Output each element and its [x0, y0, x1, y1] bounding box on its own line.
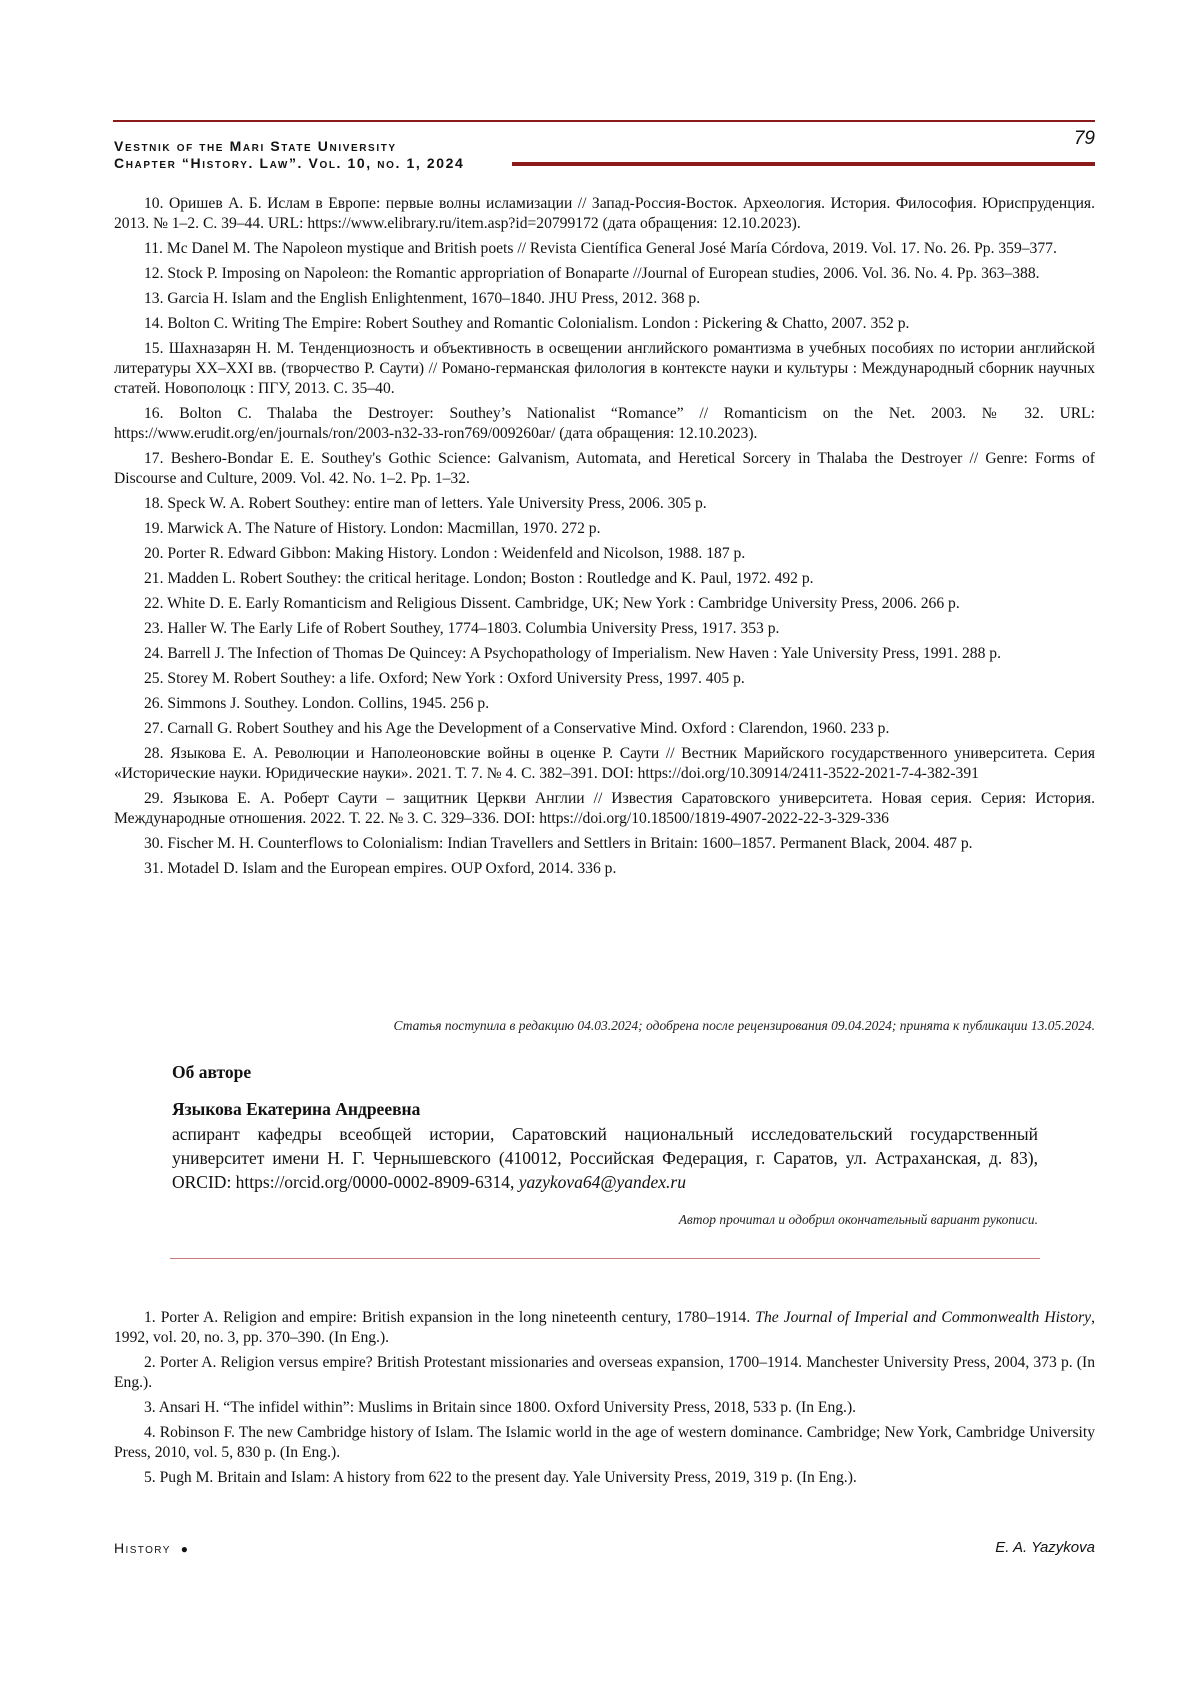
reference-text: Bolton C. Thalaba the Destroyer: Southey’s Nationalist “Romance” // Romanticism on the Net. 2003. № 32. URL: https://www.erudit.org/en/journals/ron/2003-n32-33-ron769/009260ar/ (дата обращения: 12.10.2023).: [114, 405, 1095, 442]
reference-number: 13.: [144, 290, 164, 307]
reference-item: [114, 619, 1095, 639]
reference-text: Porter A. Religion versus empire? British Protestant missionaries and overseas expansion, 1700–1914. Manchester University Press, 2004, 373 p. (In Eng.).: [114, 1354, 1095, 1391]
reference-text: Ansari H. “The infidel within”: Muslims in Britain since 1800. Oxford University Press, 2018, 533 p. (In Eng.).: [158, 1399, 857, 1416]
reference-item: [114, 339, 1095, 399]
reference-number: 14.: [144, 315, 164, 332]
reference-text: Pugh M. Britain and Islam: A history from 622 to the present day. Yale University Press, 2019, 319 p. (In Eng.).: [159, 1469, 857, 1486]
submission-note: Статья поступила в редакцию 04.03.2024; одобрена после рецензирования 09.04.2024; принята к публикации 13.05.2024.: [393, 1018, 1095, 1033]
reference-number: 31.: [144, 860, 164, 877]
reference-journal-title: The Journal of Imperial and Commonwealth History: [755, 1309, 1092, 1326]
reference-number: 26.: [144, 695, 164, 712]
reference-text: Шахназарян Н. М. Тенденциозность и объективность в освещении английского романтизма в учебных пособиях по истории английской литературы XX–XXI вв. (творчество Р. Саути) // Романо-германская филология в контексте науки и культуры : Международный сборник научных статей. Новополоцк : ПГУ, 2013. С. 35–40.: [114, 340, 1095, 397]
reference-text: Garcia H. Islam and the English Enlightenment, 1670–1840. JHU Press, 2012. 368 p.: [167, 290, 701, 307]
reference-text: Bolton C. Writing The Empire: Robert Southey and Romantic Colonialism. London : Pickering & Chatto, 2007. 352 p.: [167, 315, 910, 332]
section-separator: [170, 1258, 1040, 1259]
reference-number: 18.: [144, 495, 164, 512]
reference-item: [114, 1308, 1095, 1348]
reference-item: [114, 494, 1095, 514]
reference-number: 20.: [144, 545, 164, 562]
reference-item: [114, 694, 1095, 714]
reference-text: Speck W. A. Robert Southey: entire man of letters. Yale University Press, 2006. 305 p.: [167, 495, 707, 512]
reference-number: 17.: [144, 450, 164, 467]
reference-number: 28.: [144, 745, 164, 762]
reference-item: [114, 449, 1095, 489]
reference-text: Carnall G. Robert Southey and his Age the Development of a Conservative Mind. Oxford : Clarendon, 1960. 233 p.: [167, 720, 890, 737]
journal-volume: Chapter “History. Law”. Vol. 10, no. 1, 2024: [114, 155, 465, 171]
reference-item: [114, 289, 1095, 309]
about-author: [172, 1062, 1038, 1228]
reference-item: [114, 789, 1095, 829]
reference-number: 27.: [144, 720, 164, 737]
journal-title: Vestnik of the Mari State University: [114, 138, 397, 154]
reference-item: [114, 1398, 1095, 1418]
reference-number: 30.: [144, 835, 164, 852]
reference-text: White D. E. Early Romanticism and Religious Dissent. Cambridge, UK; New York : Cambridge University Press, 2006. 266 p.: [167, 595, 960, 612]
reference-text: Madden L. Robert Southey: the critical heritage. London; Boston : Routledge and K. Paul, 1972. 492 p.: [167, 570, 814, 587]
reference-text: Robinson F. The new Cambridge history of Islam. The Islamic world in the age of western dominance. Cambridge; New York, Cambridge University Press, 2010, vol. 5, 830 p. (In Eng.).: [114, 1424, 1095, 1461]
header-accent-rule: [512, 162, 1095, 166]
reference-item: [114, 719, 1095, 739]
reference-number: 10.: [144, 195, 164, 212]
reference-number: 29.: [144, 790, 164, 807]
reference-text: Storey M. Robert Southey: a life. Oxford; New York : Oxford University Press, 1997. 405 p.: [167, 670, 745, 687]
reference-number: 12.: [144, 265, 164, 282]
author-approval-note: Автор прочитал и одобрил окончательный вариант рукописи.: [678, 1212, 1038, 1227]
reference-number: 15.: [144, 340, 164, 357]
reference-text: Haller W. The Early Life of Robert Southey, 1774–1803. Columbia University Press, 1917. 353 p.: [167, 620, 780, 637]
reference-item: [114, 404, 1095, 444]
reference-item: [114, 194, 1095, 234]
reference-text: Языкова Е. А. Революции и Наполеоновские войны в оценке Р. Саути // Вестник Марийского государственного университета. Серия «Исторические науки. Юридические науки». 2021. Т. 7. № 4. С. 382–391. DOI: https://doi.org/10.30914/2411-3522-2021-7-4-382-391: [114, 745, 1095, 782]
author-name: Языкова Екатерина Андреевна: [172, 1099, 421, 1119]
reference-item: [114, 314, 1095, 334]
reference-text: Barrell J. The Infection of Thomas De Quincey: A Psychopathology of Imperialism. New Haven : Yale University Press, 1991. 288 p.: [167, 645, 1001, 662]
reference-list-en: [114, 1308, 1095, 1493]
reference-item: [114, 519, 1095, 539]
reference-item: [114, 859, 1095, 879]
reference-number: 21.: [144, 570, 164, 587]
reference-text: Porter A. Religion and empire: British expansion in the long nineteenth century, 1780–1914.: [160, 1309, 751, 1326]
reference-item: [114, 239, 1095, 259]
reference-text: Fischer M. H. Counterflows to Colonialism: Indian Travellers and Settlers in Britain: 1600–1857. Permanent Black, 2004. 487 p.: [167, 835, 973, 852]
reference-number: 2.: [144, 1354, 156, 1371]
reference-text: Beshero-Bondar E. E. Southey's Gothic Science: Galvanism, Automata, and Heretical Sorcery in Thalaba the Destroyer // Genre: Forms of Discourse and Culture, 2009. Vol. 42. No. 1–2. Pp. 1–32.: [114, 450, 1095, 487]
author-affiliation: аспирант кафедры всеобщей истории, Саратовский национальный исследовательский государственный университет имени Н. Г. Чернышевского (410012, Российская Федерация, г. Саратов, ул. Астраханская, д. 83), ORCID: https://orcid.org/0000-0002-8909-6314,: [172, 1124, 1038, 1192]
reference-number: 11.: [144, 240, 163, 257]
reference-text: Оришев А. Б. Ислам в Европе: первые волны исламизации // Запад-Россия-Восток. Археология. История. Философия. Юриспруденция. 2013. № 1–2. С. 39–44. URL: https://www.elibrary.ru/item.asp?id=20799172 (дата обращения: 12.10.2023).: [114, 195, 1095, 232]
reference-item: [114, 264, 1095, 284]
reference-number: 1.: [144, 1309, 156, 1326]
author-description: [172, 1122, 1038, 1194]
reference-item: [114, 569, 1095, 589]
reference-text: Stock P. Imposing on Napoleon: the Romantic appropriation of Bonaparte //Journal of European studies, 2006. Vol. 36. No. 4. Pp. 363–388.: [167, 265, 1040, 282]
reference-item: [114, 544, 1095, 564]
reference-text-tail: , 1992, vol. 20, no. 3, pp. 370–390. (In Eng.).: [114, 1309, 1096, 1346]
reference-text: Mc Danel M. The Napoleon mystique and British poets // Revista Científica General José María Córdova, 2019. Vol. 17. No. 26. Pp. 359–377.: [166, 240, 1057, 257]
reference-item: [114, 669, 1095, 689]
reference-number: 3.: [144, 1399, 156, 1416]
footer-section-label: History: [114, 1540, 171, 1556]
reference-text: Marwick A. The Nature of History. London: Macmillan, 1970. 272 p.: [167, 520, 601, 537]
author-email[interactable]: yazykova64@yandex.ru: [518, 1172, 686, 1192]
reference-item: [114, 644, 1095, 664]
reference-number: 24.: [144, 645, 164, 662]
footer-section: [114, 1540, 189, 1556]
about-author-title: Об авторе: [172, 1062, 252, 1082]
reference-number: 23.: [144, 620, 164, 637]
page-number: 79: [1073, 128, 1095, 149]
reference-text: Языкова Е. А. Роберт Саути – защитник Церкви Англии // Известия Саратовского университета. Новая серия. Серия: История. Международные отношения. 2022. Т. 22. № 3. С. 329–336. DOI: https://doi.org/10.18500/1819-4907-2022-22-3-329-336: [114, 790, 1095, 827]
journal-header: [114, 138, 464, 172]
reference-list-ru: [114, 194, 1095, 884]
reference-item: [114, 744, 1095, 784]
reference-number: 22.: [144, 595, 164, 612]
footer-bullet-icon: ●: [180, 1542, 190, 1556]
footer-author: E. A. Yazykova: [995, 1539, 1095, 1556]
reference-text: Simmons J. Southey. London. Collins, 1945. 256 p.: [167, 695, 490, 712]
reference-item: [114, 594, 1095, 614]
reference-number: 19.: [144, 520, 164, 537]
reference-number: 4.: [144, 1424, 156, 1441]
reference-item: [114, 1468, 1095, 1488]
reference-text: Motadel D. Islam and the European empires. OUP Oxford, 2014. 336 p.: [167, 860, 617, 877]
reference-number: 16.: [144, 405, 164, 422]
header-top-rule: [113, 120, 1095, 122]
reference-number: 5.: [144, 1469, 156, 1486]
reference-item: [114, 834, 1095, 854]
reference-item: [114, 1423, 1095, 1463]
reference-item: [114, 1353, 1095, 1393]
reference-text: Porter R. Edward Gibbon: Making History. London : Weidenfeld and Nicolson, 1988. 187 p.: [167, 545, 746, 562]
reference-number: 25.: [144, 670, 164, 687]
